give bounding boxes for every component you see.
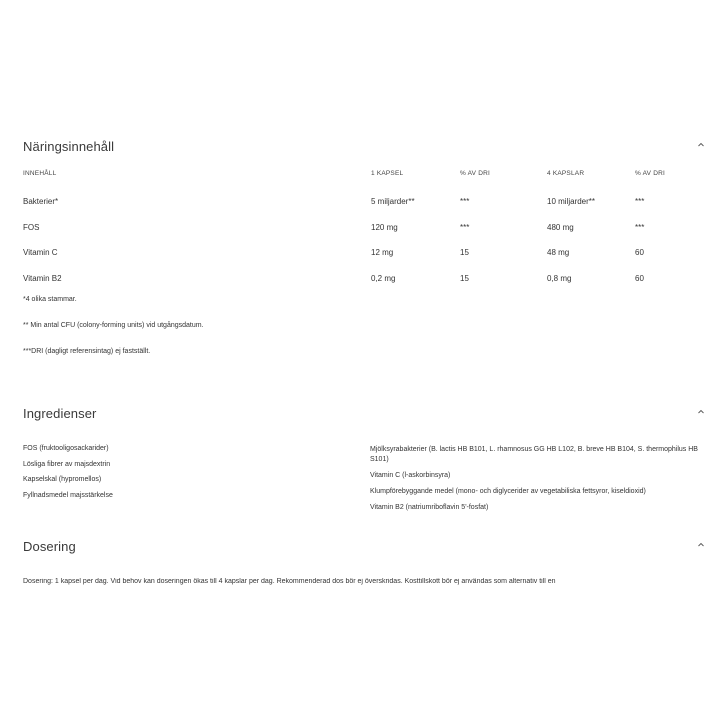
table-row — [23, 197, 706, 223]
table-cell: *** — [635, 197, 645, 206]
chevron-up-icon[interactable] — [696, 407, 706, 417]
list-item: Klumpförebyggande medel (mono- och diglycerider av vegetabiliska fettsyror, kiseldioxid) — [370, 487, 646, 495]
table-cell: 10 miljarder** — [547, 197, 596, 206]
footnote: ** Min antal CFU (colony-forming units) vid utgångsdatum. — [23, 322, 204, 329]
table-header-row — [23, 170, 706, 197]
list-item: Fyllnadsmedel majsstärkelse — [23, 491, 113, 499]
ingredients-section — [23, 405, 706, 511]
list-item: FOS (fruktooligosackarider) — [23, 445, 109, 452]
table-cell: 15 — [460, 273, 469, 283]
nutrition-header[interactable] — [23, 138, 706, 158]
dosage-title: Dosering — [23, 539, 76, 554]
chevron-up-icon[interactable] — [696, 140, 706, 150]
list-item: Mjölksyrabakterier (B. lactis HB B101, L. rhamnosus GG HB L102, B. breve HB B104, S. thermophilus HB S101) — [370, 446, 698, 463]
ingredients-list-right — [370, 445, 705, 519]
table-cell: 120 mg — [371, 222, 398, 232]
table-cell: 0,2 mg — [371, 273, 396, 283]
column-header: % AV DRI — [635, 170, 666, 177]
table-cell: 48 mg — [547, 248, 570, 257]
list-item: Vitamin B2 (natriumriboflavin 5'-fosfat) — [370, 503, 489, 511]
table-cell: *** — [460, 222, 470, 232]
table-cell: *** — [635, 222, 645, 232]
column-header: % AV DRI — [460, 170, 491, 177]
nutrition-section — [23, 138, 706, 355]
list-item: Lösliga fibrer av majsdextrin — [23, 460, 111, 468]
table-cell: 15 — [460, 248, 469, 257]
table-cell: 5 miljarder** — [371, 197, 415, 206]
column-header: 1 KAPSEL — [371, 170, 404, 177]
column-header: INNEHÅLL — [23, 170, 57, 177]
table-cell: 60 — [635, 248, 644, 257]
table-cell: Vitamin C — [23, 248, 58, 257]
table-cell: *** — [460, 197, 470, 206]
table-cell: Bakterier* — [23, 197, 59, 206]
footnote: *4 olika stammar. — [23, 296, 77, 303]
nutrition-notes — [23, 296, 204, 374]
table-cell: Vitamin B2 — [23, 273, 62, 283]
table-cell: 480 mg — [547, 222, 574, 232]
dosage-section — [23, 538, 706, 585]
ingredients-header[interactable] — [23, 405, 706, 425]
nutrition-table — [23, 170, 706, 299]
column-header: 4 KAPSLAR — [547, 170, 585, 177]
footnote: ***DRI (dagligt referensintag) ej fastställt. — [23, 348, 151, 355]
nutrition-title: Näringsinnehåll — [23, 139, 115, 154]
dosage-text: Dosering: 1 kapsel per dag. Vid behov kan doseringen ökas till 4 kapslar per dag. Rekommenderad dos bör ej överskridas. Kosttillskott bör ej användas som alternativ till en — [23, 578, 556, 585]
ingredients-title: Ingredienser — [23, 406, 97, 421]
table-cell: 60 — [635, 273, 644, 283]
table-cell: FOS — [23, 222, 40, 232]
ingredients-list-left — [23, 445, 353, 507]
table-cell: 12 mg — [371, 248, 394, 257]
table-row — [23, 248, 706, 274]
table-row — [23, 223, 706, 249]
table-cell: 0,8 mg — [547, 273, 572, 283]
dosage-header[interactable] — [23, 538, 706, 558]
list-item: Vitamin C (l-askorbinsyra) — [370, 471, 451, 479]
list-item: Kapselskal (hypromellos) — [23, 476, 102, 483]
chevron-up-icon[interactable] — [696, 540, 706, 550]
